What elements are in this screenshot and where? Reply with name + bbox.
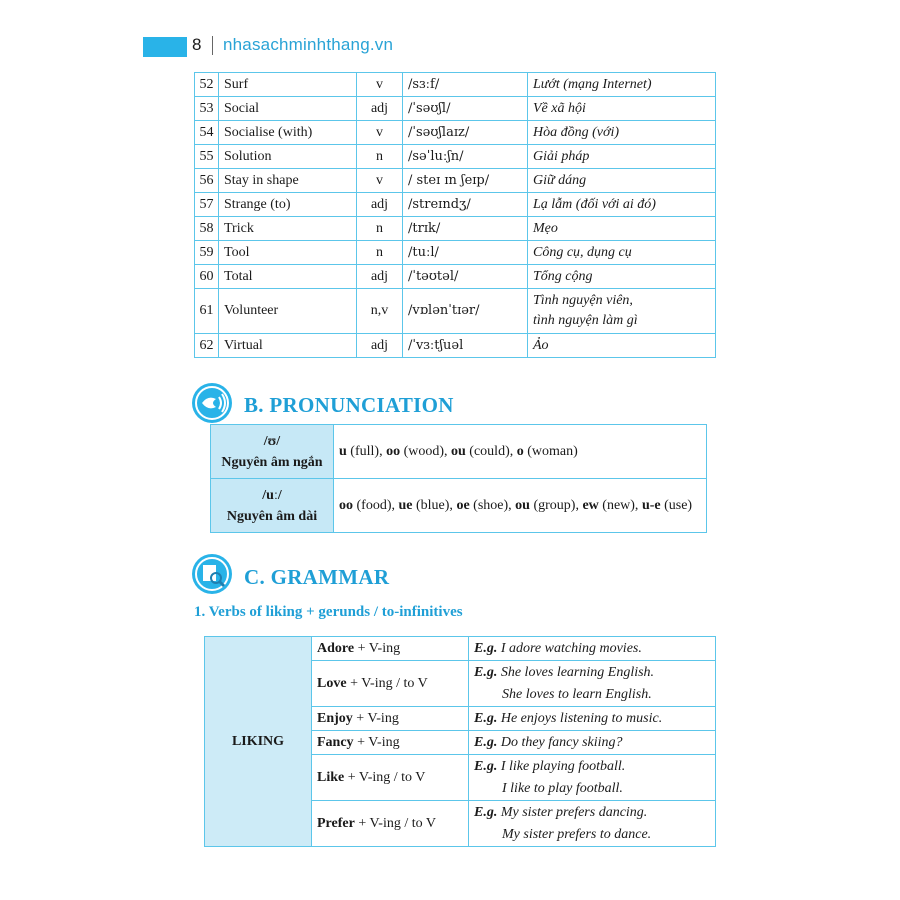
phonetic: /trɪk/: [403, 217, 528, 241]
example: [469, 755, 716, 801]
phonetic: / steɪ ɪn ʃeɪp/: [403, 169, 528, 193]
part-of-speech: n: [357, 145, 403, 169]
part-of-speech: v: [357, 169, 403, 193]
table-row: [195, 97, 716, 121]
verb-pattern: [312, 707, 469, 731]
example-line: My sister prefers to dance.: [502, 826, 652, 842]
spelling-example: (wood),: [400, 443, 451, 459]
eg-label: E.g.: [474, 640, 498, 656]
spelling-example: (could),: [465, 443, 517, 459]
spelling-letters: ou: [451, 443, 466, 459]
part-of-speech: adj: [357, 97, 403, 121]
meaning-line: tình nguyện làm gì: [533, 313, 638, 328]
vocab-word: Social: [219, 97, 357, 121]
verb: Love: [317, 675, 347, 691]
grammar-icon: [192, 554, 232, 594]
example: [469, 661, 716, 707]
example-line: My sister prefers dancing.: [497, 804, 648, 820]
sound-label: Nguyên âm ngắn: [221, 454, 323, 470]
verb-pattern: [312, 801, 469, 847]
grammar-subtitle: 1. Verbs of liking + gerunds / to-infinitives: [194, 604, 463, 620]
pronunciation-title: B. PRONUNCIATION: [244, 393, 454, 417]
row-number: 60: [195, 265, 219, 289]
meaning-line: Giữ dáng: [533, 172, 587, 188]
meaning-line: Hòa đồng (với): [533, 124, 620, 140]
example-line: She loves to learn English.: [502, 686, 652, 702]
meaning: [528, 145, 716, 169]
pronunciation-icon: [192, 383, 232, 423]
spelling-example: (food),: [353, 497, 399, 513]
spelling-cell: [334, 479, 707, 533]
meaning-line: Giải pháp: [533, 148, 590, 164]
meaning-line: Tình nguyện viên,: [533, 293, 633, 308]
table-row: [205, 637, 716, 661]
eg-label: E.g.: [474, 664, 498, 680]
part-of-speech: adj: [357, 265, 403, 289]
page-number: 8: [192, 35, 202, 54]
pattern: + V-ing / to V: [354, 815, 436, 831]
spelling-letters: ew: [582, 497, 599, 513]
part-of-speech: adj: [357, 193, 403, 217]
vocab-word: Stay in shape: [219, 169, 357, 193]
vocab-word: Trick: [219, 217, 357, 241]
phonetic: /vɒlənˈtɪər/: [403, 289, 528, 334]
meaning-line: Lướt (mạng Internet): [533, 76, 652, 92]
sound-symbol: /ʊ/: [263, 433, 281, 449]
spelling-example: (new),: [598, 497, 642, 513]
sound-label: Nguyên âm dài: [226, 508, 318, 524]
table-row: [195, 289, 716, 334]
pattern: + V-ing: [354, 640, 401, 656]
meaning-line: Công cụ, dụng cụ: [533, 244, 632, 260]
site-url: nhasachminhthang.vn: [223, 35, 394, 54]
verb: Like: [317, 769, 345, 785]
spelling-example: (blue),: [412, 497, 457, 513]
phonetic: /streɪndʒ/: [403, 193, 528, 217]
example-line: She loves learning English.: [497, 664, 655, 680]
spelling-letters: o: [516, 443, 524, 459]
spelling-example: (use): [660, 497, 693, 513]
example-line: I like to play football.: [502, 780, 623, 796]
header-accent-bar: [143, 37, 187, 57]
meaning: [528, 73, 716, 97]
row-number: 55: [195, 145, 219, 169]
verb-pattern: [312, 731, 469, 755]
vocab-word: Surf: [219, 73, 357, 97]
spelling-example: (group),: [529, 497, 583, 513]
table-row: [195, 334, 716, 358]
pattern: + V-ing: [353, 734, 400, 750]
meaning-line: Về xã hội: [533, 100, 586, 116]
spelling-cell: [334, 425, 707, 479]
vocabulary-table: [194, 72, 716, 358]
spelling-example: (woman): [523, 443, 578, 459]
example-line: I adore watching movies.: [497, 640, 642, 656]
spelling-example: (shoe),: [469, 497, 516, 513]
sound-cell: [211, 425, 334, 479]
meaning-line: Tổng cộng: [533, 268, 593, 284]
spelling-letters: oo: [386, 443, 401, 459]
sound-cell: [211, 479, 334, 533]
verb: Prefer: [317, 815, 355, 831]
verb-pattern: [312, 661, 469, 707]
example: [469, 637, 716, 661]
table-row: [195, 265, 716, 289]
table-row: [211, 425, 707, 479]
spelling-letters: u: [339, 443, 347, 459]
phonetic: /səˈluːʃn/: [403, 145, 528, 169]
eg-label: E.g.: [474, 710, 498, 726]
table-row: [195, 217, 716, 241]
spelling-letters: oe: [456, 497, 470, 513]
table-row: [195, 169, 716, 193]
grammar-title: C. GRAMMAR: [244, 565, 390, 589]
table-row: [195, 73, 716, 97]
verb: Fancy: [317, 734, 354, 750]
table-row: [195, 193, 716, 217]
row-number: 57: [195, 193, 219, 217]
phonetic: /ˈtəʊtəl/: [403, 265, 528, 289]
phonetic: /tuːl/: [403, 241, 528, 265]
spelling-letters: ou: [515, 497, 530, 513]
row-number: 59: [195, 241, 219, 265]
meaning: [528, 334, 716, 358]
grammar-table: [204, 636, 716, 847]
meaning-line: Lạ lẫm (đối với ai đó): [533, 196, 656, 212]
vocab-word: Total: [219, 265, 357, 289]
part-of-speech: v: [357, 121, 403, 145]
vocab-word: Strange (to): [219, 193, 357, 217]
meaning: [528, 241, 716, 265]
header-divider: [212, 36, 213, 55]
meaning: [528, 97, 716, 121]
verb-pattern: [312, 755, 469, 801]
phonetic: /ˈvɜːtʃuəl: [403, 334, 528, 358]
row-number: 56: [195, 169, 219, 193]
vocab-word: Solution: [219, 145, 357, 169]
spelling-letters: ue: [398, 497, 413, 513]
meaning: [528, 217, 716, 241]
row-number: 61: [195, 289, 219, 334]
verb: Adore: [317, 640, 355, 656]
meaning: [528, 193, 716, 217]
eg-label: E.g.: [474, 804, 498, 820]
example-line: I like playing football.: [497, 758, 626, 774]
part-of-speech: n,v: [357, 289, 403, 334]
meaning-line: Ảo: [533, 337, 549, 353]
verb: Enjoy: [317, 710, 353, 726]
row-number: 58: [195, 217, 219, 241]
part-of-speech: adj: [357, 334, 403, 358]
vocab-word: Socialise (with): [219, 121, 357, 145]
spelling-example: (full),: [346, 443, 387, 459]
row-number: 53: [195, 97, 219, 121]
vocab-word: Volunteer: [219, 289, 357, 334]
vocab-word: Virtual: [219, 334, 357, 358]
table-row: [195, 121, 716, 145]
part-of-speech: v: [357, 73, 403, 97]
example: [469, 801, 716, 847]
spelling-letters: u-e: [641, 497, 661, 513]
meaning: [528, 265, 716, 289]
meaning: [528, 121, 716, 145]
row-number: 52: [195, 73, 219, 97]
spelling-letters: oo: [339, 497, 353, 513]
pattern: + V-ing: [352, 710, 399, 726]
row-number: 54: [195, 121, 219, 145]
pronunciation-table: [210, 424, 707, 533]
sound-symbol: /uː/: [262, 487, 282, 503]
pattern: + V-ing / to V: [344, 769, 426, 785]
phonetic: /ˈsəʊʃl/: [403, 97, 528, 121]
example: [469, 707, 716, 731]
example-line: He enjoys listening to music.: [497, 710, 663, 726]
eg-label: E.g.: [474, 758, 498, 774]
eg-label: E.g.: [474, 734, 498, 750]
verb-pattern: [312, 637, 469, 661]
table-row: [195, 241, 716, 265]
example: [469, 731, 716, 755]
phonetic: /sɜːf/: [403, 73, 528, 97]
phonetic: /ˈsəʊʃlaɪz/: [403, 121, 528, 145]
example-line: Do they fancy skiing?: [497, 734, 623, 750]
category-label: LIKING: [205, 637, 312, 847]
meaning: [528, 169, 716, 193]
part-of-speech: n: [357, 241, 403, 265]
table-row: [211, 479, 707, 533]
pattern: + V-ing / to V: [346, 675, 428, 691]
row-number: 62: [195, 334, 219, 358]
meaning-line: Mẹo: [533, 220, 558, 236]
part-of-speech: n: [357, 217, 403, 241]
table-row: [195, 145, 716, 169]
meaning: [528, 289, 716, 334]
vocab-word: Tool: [219, 241, 357, 265]
